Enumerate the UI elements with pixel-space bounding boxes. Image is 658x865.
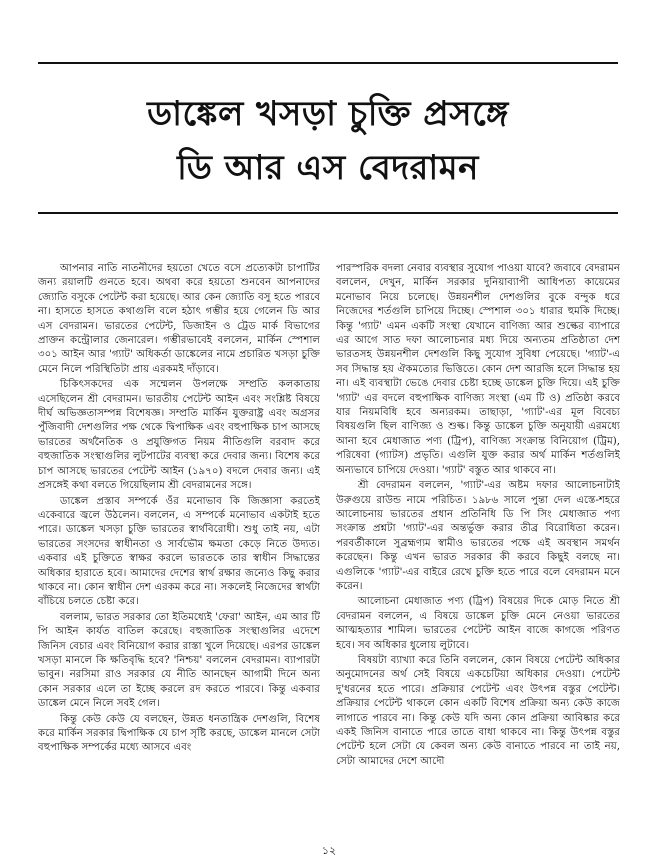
paragraph: কিন্তু কেউ কেউ যে বলছেন, উন্নত ধনতান্ত্রিক দেশগুলি, বিশেষ করে মার্কিন সরকার দ্বিপাক্ষিক যে চাপ সৃষ্টি করছে, ডাঙ্কেল মানলে সেটা বহুপাক্ষিক সম্পর্কের মধ্যে আসবে এবং xyxy=(38,713,320,754)
paragraph: পারস্পরিক বদলা নেবার ব্যবস্থার সুযোগ পাওয়া যাবে? জবাবে বেদরামন বললেন, দেখুন, মার্কিন সরকার দুনিয়াব্যাপী আধিপত্য কায়েমের মনোভাব নিয়ে চলেছে। উন্নয়নশীল দেশগুলির বুকে বন্দুক ধরে নিজেদের শর্তগুলি চাপিয়ে দিচ্ছে। স্পেশাল ৩০১ ধারার হুমকি দিচ্ছে। কিন্তু 'গ্যাট' এমন একটি সংস্থা যেখানে বাণিজ্য আর শুল্কের ব্যাপারে এর আগে সাত দফা আলোচনার মধ্য দিয়ে অন্যতম প্রতিষ্ঠাতা দেশ ভারতসহ উন্নয়নশীল দেশগুলি কিছু সুযোগ সুবিধা পেয়েছে। 'গ্যাট'-এ সব সিদ্ধান্ত হয় ঐকমত্যের ভিত্তিতে। কোন দেশ আরজি হলে সিদ্ধান্ত হয় না। এই ব্যবস্থাটা ভেঙে দেবার চেষ্টা হচ্ছে ডাঙ্কেল চুক্তি দিয়ে। এই চুক্তি 'গ্যাট' এর বদলে বহুপাক্ষিক বাণিজ্য সংস্থা (এম টি ও) প্রতিষ্ঠা করবে যার নিয়মবিধি হবে অন্যরকম। তাছাড়া, 'গ্যাট'-এর মূল বিবেচ্য বিষয়গুলি ছিল বাণিজ্য ও শুল্ক। কিন্তু ডাঙ্কেল চুক্তি অনুযায়ী এরমধ্যে আনা হবে মেধাজাত পণ্য (ট্রিপ), বাণিজ্য সংক্রান্ত বিনিয়োগ (ট্রিম), পরিষেবা (গ্যাটস) প্রভৃতি। এগুলি যুক্ত করার অর্থ মার্কিন শর্তগুলিই অন্যভাবে চাপিয়ে দেওয়া। 'গ্যাট' বস্তুত আর থাকবে না। xyxy=(336,263,620,476)
page-number: ১২ xyxy=(321,844,337,857)
paragraph: আপনার নাতি নাতনীদের হয়তো খেতে বসে প্রত্যেকটা চাপাটির জন্য রয়ালটি গুনতে হবে। অথবা করে হয়তো শুনবেন আপনাদের জ্যোতি বসুকে পেটেন্ট করা হয়েছে। আর কেন জ্যোতি বসু হতে পারবে না। হাসতে হাসতে কথাগুলি বলে হঠাৎ গম্ভীর হয়ে গেলেন ডি আর এস বেদরামন। ভারতের পেটেন্ট, ডিজাইন ও ট্রেড মার্ক বিভাগের প্রাক্তন কন্ট্রোলার জেনারেল। গম্ভীরভাবেই বললেন, মার্কিন স্পেশাল ৩০১ আইন আর 'গ্যাট' অধিকর্তা ডাঙ্কেলের নামে প্রচারিত খসড়া চুক্তি মেনে নিলে পরিস্থিতিটা প্রায় এরকমই দাঁড়াবে। xyxy=(38,263,320,375)
paragraph: আলোচনা মেধাজাত পণ্য (ট্রিপ) বিষয়ের দিকে মোড় নিতে শ্রী বেদরামন বললেন, এ বিষয়ে ডাঙ্কেল চুক্তি মেনে নেওয়া ভারতের আত্মহত্যার শামিল। ভারতের পেটেন্ট আইন বাজে কাগজে পরিণত হবে। সব অধিকার ধুলোয় লুটাবে। xyxy=(336,596,620,651)
paragraph: ডাঙ্কেল প্রস্তাব সম্পর্কে ওঁর মনোভাব কি জিজ্ঞাসা করতেই একেবারে জ্বলে উঠলেন। বললেন, এ সম্পর্কে মনোভাব একটাই হতে পারে। ডাঙ্কেল খসড়া চুক্তি ভারতের স্বার্থবিরোধী। শুধু তাই নয়, এটা ভারতের সংসদের স্বাধীনতা ও সার্বভৌম ক্ষমতা কেড়ে নিতে উদ্যত। একবার এই চুক্তিতে স্বাক্ষর করলে ভারতকে তার স্বাধীন সিদ্ধান্তের অধিকার হারাতে হবে। আমাদের দেশের স্বার্থ রক্ষার জন্যেও কিছু করার থাকবে না। কোন স্বাধীন দেশ এরকম করে না। সকলেই নিজেদের স্বার্থটা বাঁচিয়ে চলতে চেষ্টা করে। xyxy=(38,495,320,608)
paragraph: বিষয়টা ব্যাখ্যা করে তিনি বললেন, কোন বিষয়ে পেটেন্ট অধিকার অনুমোদনের অর্থ সেই বিষয়ে একচেটিয়া অধিকার দেওয়া। পেটেন্ট দু'ধরনের হতে পারে। প্রক্রিয়ার পেটেন্ট এবং উৎপন্ন বস্তুর পেটেন্ট। প্রক্রিয়ার পেটেন্ট থাকলে কোন একটি বিশেষ প্রক্রিয়া অন্য কেউ কাজে লাগাতে পারবে না। কিন্তু কেউ যদি অন্য কোন প্রক্রিয়া আবিষ্কার করে একই জিনিস বানাতে পারে তাতে বাধা থাকবে না। কিন্তু উৎপন্ন বস্তুর পেটেন্ট হলে সেটা যে কেবল অন্য কেউ বানাতে পারবে না তাই নয়, সেটা আমাদের দেশে আদৌ xyxy=(336,654,620,767)
right-column xyxy=(336,262,620,830)
article-title-line-2: ডি আর এস বেদরামন xyxy=(177,148,479,188)
paragraph: বললাম, ভারত সরকার তো ইতিমধ্যেই 'ফেরা' আইন, এম আর টি পি আইন কার্যত বাতিল করেছে। বহুজাতিক সংস্থাগুলির এদেশে জিনিস বেচার এবং বিনিয়োগ করার রাস্তা খুলে দিয়েছে। এরপর ডাঙ্কেল খসড়া মানলে কি ক্ষতিবৃদ্ধি হবে? 'নিশ্চয়' বললেন বেদরামন। ব্যাপারটা ভাবুন। নরসিমা রাও সরকার যে নীতি আনছেন আগামী দিনে অন্য কোন সরকার এলে তা ইচ্ছে করলে রদ করতে পারবে। কিন্তু একবার ডাঙ্কেল মেনে নিলে সবই গেল। xyxy=(38,611,320,710)
bottom-rule xyxy=(38,212,618,214)
left-column xyxy=(38,262,320,830)
paragraph: চিকিৎসকদের এক সম্মেলন উপলক্ষে সম্প্রতি কলকাতায় এসেছিলেন শ্রী বেদরামন। ভারতীয় পেটেন্ট আইন এবং সংশ্লিষ্ট বিষয়ে দীর্ঘ অভিজ্ঞতাসম্পন্ন বিশেষজ্ঞ। সম্প্রতি মার্কিন যুক্তরাষ্ট্র এবং অগ্রসর পুঁজিবাদী দেশগুলির পক্ষ থেকে দ্বিপাক্ষিক এবং বহুপাক্ষিক চাপ আসছে ভারতের অর্থনৈতিক ও প্রযুক্তিগত নিয়ম নীতিগুলি বরবাদ করে বহুজাতিক সংস্থাগুলির লুটপাটের ব্যবস্থা করে দেবার জন্য। বিশেষ করে চাপ আসছে ভারতের পেটেন্ট আইন (১৯৭০) বদলে দেবার জন্য। এই প্রসঙ্গেই কথা বলতে গিয়েছিলাম শ্রী বেদরামনের সঙ্গে। xyxy=(38,379,320,492)
top-rule xyxy=(38,62,618,64)
paragraph: শ্রী বেদরামন বললেন, 'গ্যাট'-এর অষ্টম দফার আলোচনাটাই উরুগুয়ে রাউন্ড নামে পরিচিত। ১৯৮৬ সালে পুন্তা দেল এস্তে-শহরে আলোচনায় ভারতের প্রধান প্রতিনিধি ডি পি সিং মেধাজাত পণ্য সংক্রান্ত প্রশ্নটা 'গ্যাট'-এর অন্তর্ভুক্ত করার তীব্র বিরোধিতা করেন। পরবর্তীকালে সুব্রহ্মণ্যম স্বামীও ভারতের পক্ষে এই অবস্থান সমর্থন করেছেন। কিন্তু এখন ভারত সরকার কী করবে কিছুই বলছে না। এগুলিকে 'গ্যাট'-এর বাইরে রেখে চুক্তি হতে পারে বলে বেদরামন মনে করেন। xyxy=(336,480,620,592)
article-title-line-1: ডাঙ্কেল খসড়া চুক্তি প্রসঙ্গে xyxy=(147,94,509,134)
